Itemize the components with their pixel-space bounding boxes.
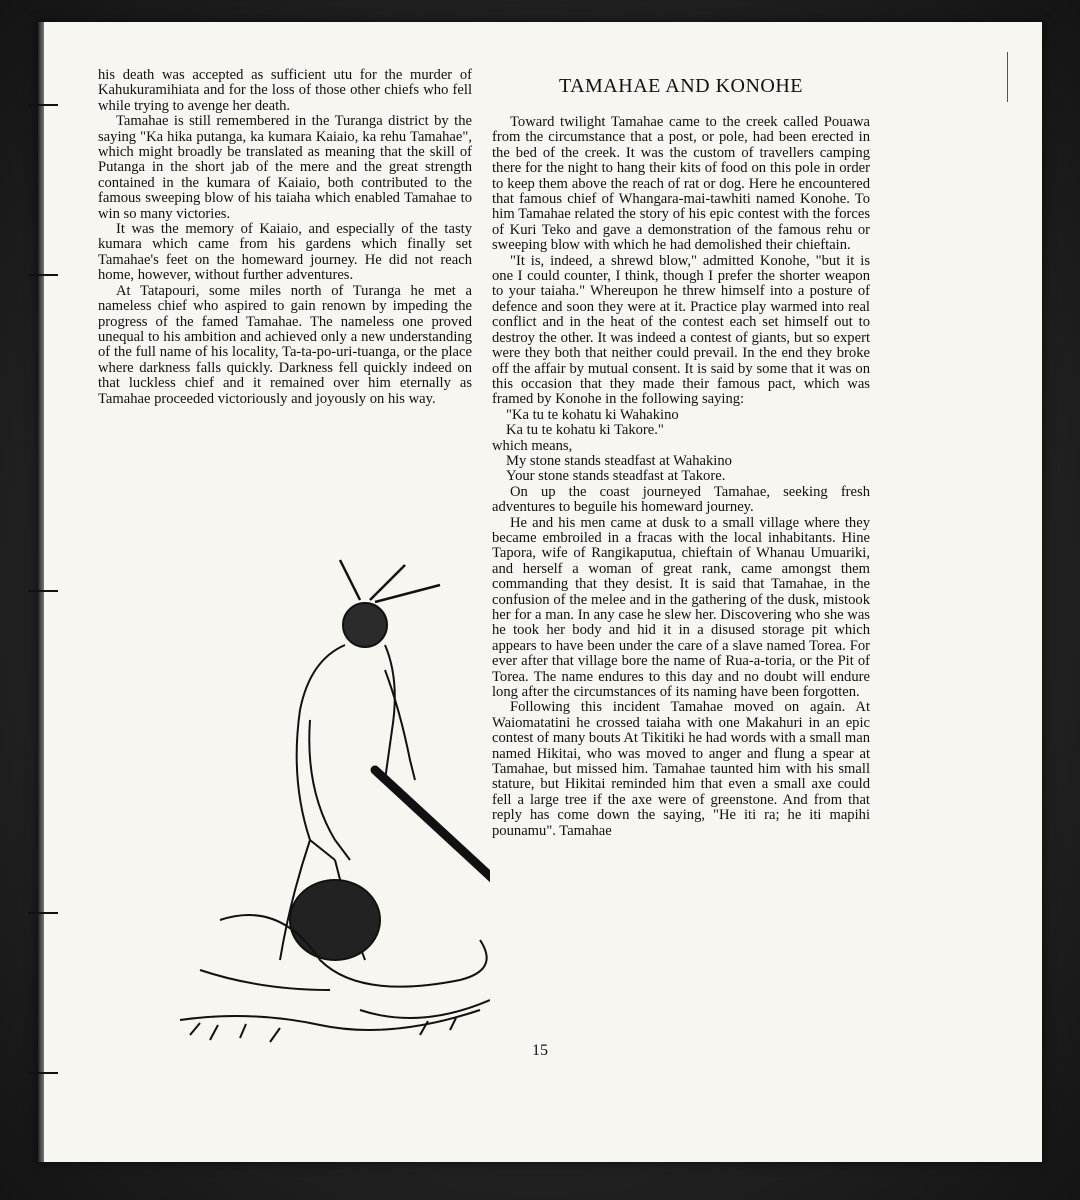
paragraph: Toward twilight Tamahae came to the creek called Pouawa from the circumstance that a post, or pole, had been erected in the bed of the creek. It was the custom of travellers camping there for the night to hang their kits of food on this pole in order to keep them above the reach of rat or dog. Here he encountered that famous chief of Whangara-mai-tawhiti named Konohe. To him Tamahae related the story of his epic contest with the forces of Kuri Teko and gave a demonstration of the famous rehu or sweeping blow with which he had demolished their chieftain. bbox=[492, 114, 870, 254]
paragraph: "It is, indeed, a shrewd blow," admitted Konohe, "but it is one I could counter, I think, though I prefer the shorter weapon to your taiaha." Whereupon he threw himself into a posture of defence and soon they were at it. Practice play warmed into real conflict and in the heat of the contest each set himself out to destroy the other. It was indeed a contest of giants, but so expert were they both that neither could prevail. In the end they broke off the affair by mutual consent. It is said by some that it was on this occasion that they made their famous pact, which was framed by Konohe in the following saying: bbox=[492, 252, 870, 408]
paragraph: At Tatapouri, some miles north of Turanga he met a nameless chief who aspired to gain renown by impeding the progress of the famed Tamahae. The nameless one proved unequal to his ambition and achieved only a new understanding of the full name of his locality, Ta-ta-po-uri-tuanga, or the place where darkness falls quickly. Darkness fell quickly indeed on that luckless chief and it remained over him eternally as Tamahae proceeded victoriously and joyously on his way. bbox=[98, 282, 472, 407]
binding-mark bbox=[28, 1072, 58, 1074]
warrior-illustration bbox=[160, 540, 490, 1060]
grass-strokes bbox=[190, 1018, 456, 1042]
paragraph: Following this incident Tamahae moved on again. At Waiomatatini he crossed taiaha with one Makahuri in an epic contest of many bouts At Tikitiki he had words with a small man named Hikitai, who was moved to anger and flung a spear at Tamahae, but missed him. Tamahae taunted him with his small stature, but Hikitai reminded him that even a small axe could fell a large tree if the axe were of greenstone. And from that reply has come down the saying, "He iti ra; he iti mapihi pounamu". Tamahae bbox=[492, 699, 870, 839]
taiaha-weapon bbox=[375, 770, 490, 890]
warrior-head bbox=[343, 603, 387, 647]
paragraph: It was the memory of Kaiaio, and especially of the tasty kumara which came from his gardens which finally set Tamahae's feet on the homeward journey. He did not reach home, however, without further adventures. bbox=[98, 221, 472, 284]
verse-line: Ka tu te kohatu ki Takore." bbox=[506, 422, 664, 439]
paragraph: He and his men came at dusk to a small village where they became embroiled in a fracas with the local inhabitants. Hine Tapora, wife of Rangikaputua, chieftain of Whanau Umuariki, and herself a woman of great rank, came amongst them commanding that they desist. It is said that Tamahae, in the confusion of the melee and in the gathering of the dusk, mistook her for a man. In any case he slew her. Discovering who she was he took her body and hid it in a disused storage pit which appears to have been under the care of a slave named Torea. For ever after that village bore the name of Rua-a-toria, or the Pit of Torea. The name endures to this day and no doubt will endure long after the circumstances of its naming have been forgotten. bbox=[492, 514, 870, 701]
paragraph: Tamahae is still remembered in the Turanga district by the saying "Ka hika putanga, ka kumara Kaiaio, ka rehu Tamahae", which might broadly be translated as meaning that the skill of Putanga in the short jab of the mere and the great strength contained in the kumara of Kaiaio, both contributed to the famous sweeping blow of his taiaha which enabled Tamahae to win so many victories. bbox=[98, 113, 472, 222]
feather-plume bbox=[340, 560, 440, 602]
left-column bbox=[98, 68, 472, 407]
ground-line bbox=[180, 1010, 480, 1030]
margin-rule bbox=[1007, 52, 1008, 102]
binding-mark bbox=[28, 590, 58, 592]
warrior-chest bbox=[385, 645, 395, 780]
binding-mark bbox=[28, 104, 58, 106]
page-number: 15 bbox=[532, 1042, 548, 1059]
page-binding bbox=[38, 22, 44, 1162]
verse-line: Your stone stands steadfast at Takore. bbox=[506, 468, 726, 485]
page-title: TAMAHAE AND KONOHE bbox=[558, 75, 804, 98]
paragraph: which means, bbox=[492, 437, 573, 454]
warrior-back bbox=[297, 645, 345, 860]
warrior-arm bbox=[385, 670, 415, 780]
captive-head bbox=[290, 880, 380, 960]
binding-mark bbox=[28, 274, 58, 276]
warrior-other-arm bbox=[309, 720, 350, 860]
right-column bbox=[492, 115, 870, 839]
verse-line: "Ka tu te kohatu ki Wahakino bbox=[506, 406, 679, 423]
paragraph: his death was accepted as sufficient utu for the murder of Kahukuramihiata and for the loss of those other chiefs who fell while trying to avenge her death. bbox=[98, 67, 472, 114]
binding-mark bbox=[28, 912, 58, 914]
verse-line: My stone stands steadfast at Wahakino bbox=[506, 452, 732, 469]
paragraph: On up the coast journeyed Tamahae, seeking fresh adventures to beguile his homeward journey. bbox=[492, 483, 870, 516]
